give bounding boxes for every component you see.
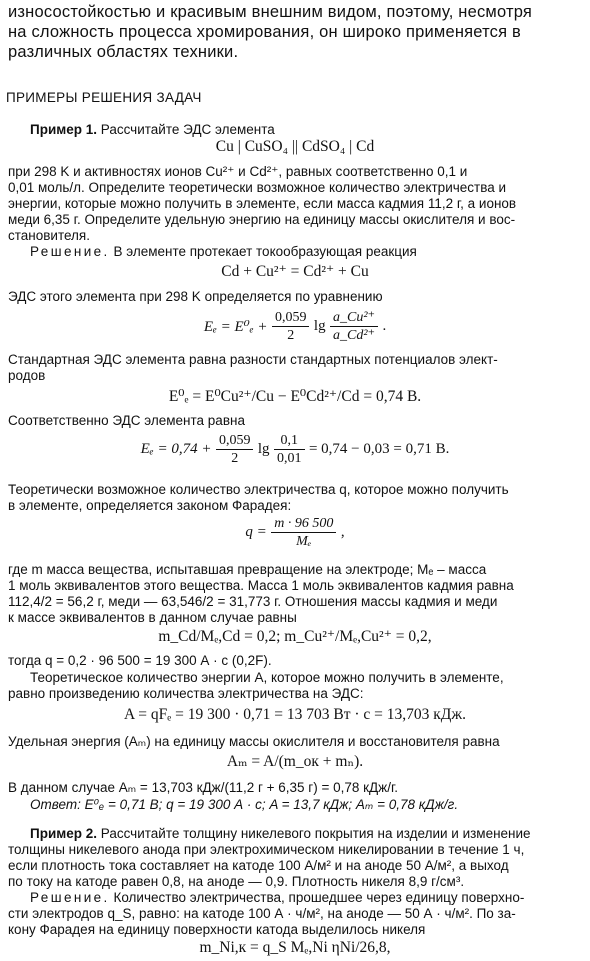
example2-p2: толщины никелевого анода при электрохимическом никелировании в течение 1 ч, xyxy=(8,842,525,857)
example1-s11: к массе эквивалентов в данном случае равны xyxy=(8,610,297,625)
example2-s2: сти электродов q_S, равно: на катоде 100 А · ч/м², на аноде — 50 А · ч/м². По за- xyxy=(8,906,516,921)
example2-p3: если плотность тока составляет на катоде 100 А/м² и на аноде 50 А/м², а выход xyxy=(8,858,509,873)
mass-ratio-equation: m_Cd/Mₑ,Cd = 0,2; m_Cu²⁺/Mₑ,Cu²⁺ = 0,2, xyxy=(158,629,432,645)
eq1-left: Eₑ = E⁰ₑ + xyxy=(203,319,268,335)
specific-energy-equation: Aₘ = A/(m_ок + mₙ). xyxy=(226,754,364,770)
example1-s7: в элементе, определяется законом Фарадея: xyxy=(8,498,292,513)
standard-emf-equation: E⁰ₑ = E⁰Cu²⁺/Cu − E⁰Cd²⁺/Cd = 0,74 В. xyxy=(168,389,422,405)
eq1-activity-fraction: $\frac{\text{a\_Cu²⁺}}{\text{a\_Cd²⁺}}$ xyxy=(330,309,378,344)
solution-text: В элементе протекает токообразующая реакция xyxy=(113,244,417,259)
intro-line-2: на сложность процесса хромирования, он широко применяется в xyxy=(8,23,522,41)
example1-p2: 0,01 моль/л. Определите теоретически возможное количество электричества и xyxy=(8,180,507,195)
example1-s8: где m масса вещества, испытавшая превращение на электроде; Mₑ – масса xyxy=(8,562,487,577)
section-title: ПРИМЕРЫ РЕШЕНИЯ ЗАДАЧ xyxy=(6,90,202,105)
example1-answer: Ответ: E⁰ₑ = 0,71 В; q = 19 300 А · с; A = 13,7 кДж; Aₘ = 0,78 кДж/г. xyxy=(30,797,459,812)
eq3-left: Eₑ = 0,74 + xyxy=(140,441,212,457)
example1-s3: Стандартная ЭДС элемента равна разности стандартных потенциалов элект- xyxy=(8,352,498,367)
example2-p1: Рассчитайте толщину никелевого покрытия на изделии и изменение xyxy=(100,826,531,841)
example1-s16: В данном случае Aₘ = 13,703 кДж/(11,2 г + 6,35 г) = 0,78 кДж/г. xyxy=(8,780,398,795)
example1-task xyxy=(8,122,582,138)
intro-line-1: износостойкостью и красивым внешним видом, поэтому, несмотря xyxy=(8,3,533,21)
example2-label: Пример 2. xyxy=(30,826,97,841)
solution-word: Решение. xyxy=(30,244,110,259)
example2-task xyxy=(8,826,582,842)
energy-equation: A = qFₑ = 19 300 · 0,71 = 13 703 Вт · с = 13,703 кДж. xyxy=(124,707,466,723)
intro-line-3: различных областях техники. xyxy=(8,43,239,61)
eq1-lg: lg xyxy=(313,318,326,334)
eq3-fraction: $\frac{0,059}{2}$ xyxy=(216,432,254,467)
emf-value-equation: Eₑ = 0,74 + $\frac{0,059}{2}$ lg $\frac{0,1}{0,01}$ = 0,74 − 0,03 = 0,71 В. xyxy=(140,433,450,466)
example1-p5: становителя. xyxy=(8,228,90,243)
example1-s2: ЭДС этого элемента при 298 K определяется по уравнению xyxy=(8,289,383,304)
eq4-fraction: $\frac{m \cdot 96 500}{\text{Mₑ}}$ xyxy=(271,515,336,550)
example1-cell: Cu | CuSO₄ || CdSO₄ | Cd xyxy=(215,139,375,155)
example1-s14: равно произведению количества электричества на ЭДС: xyxy=(8,686,364,701)
example2-solution-word: Решение. xyxy=(30,890,110,905)
example1-s10: 112,4/2 = 56,2 г, меди — 63,546/2 = 31,773 г. Отношения массы кадмия и меди xyxy=(8,594,498,609)
example1-s6: Теоретически возможное количество электричества q, которое можно получить xyxy=(8,482,509,497)
example1-p4: меди 6,35 г. Определите удельную энергию на единицу массы окислителя и вос- xyxy=(8,212,516,227)
eq1-fraction: $\frac{0,059}{2}$ xyxy=(272,309,310,344)
example1-s5: Соответственно ЭДС элемента равна xyxy=(8,413,245,428)
example1-label: Пример 1. xyxy=(30,122,97,137)
example1-s13: Теоретическое количество энергии A, которое можно получить в элементе, xyxy=(30,670,504,685)
example1-s4: родов xyxy=(8,368,46,383)
emf-nernst-equation: Eₑ = E⁰ₑ + $\frac{0,059}{2}$ lg $\frac{\text{a\_Cu²⁺}}{\text{a\_Cd²⁺}}$ . xyxy=(203,310,387,343)
example1-task-text: Рассчитайте ЭДС элемента xyxy=(100,122,275,137)
example1-s9: 1 моль эквивалентов этого вещества. Масса 1 моль эквивалентов кадмия равна xyxy=(8,578,514,593)
example1-solution xyxy=(8,244,582,260)
example2-p4: по току на катоде равен 0,8, на аноде — 0,9. Плотность никеля 8,9 г/см³. xyxy=(8,874,465,889)
example2-s1: Количество электричества, прошедшее через единицу поверхно- xyxy=(113,890,525,905)
example1-s15: Удельная энергия (Aₘ) на единицу массы окислителя и восстановителя равна xyxy=(8,734,500,749)
example1-s12: тогда q = 0,2 · 96 500 = 19 300 А · с (0,2F). xyxy=(8,653,272,668)
example2-s3: кону Фарадея на единицу поверхности катода выделилось никеля xyxy=(8,922,426,937)
nickel-mass-equation: m_Ni,к = q_S Mₑ,Ni ηNi/26,8, xyxy=(199,940,391,956)
example1-p3: энергии, которые можно получить в элементе, если масса кадмия 11,2 г, а ионов xyxy=(8,196,517,211)
faraday-equation: q = $\frac{m \cdot 96 500}{\text{Mₑ}}$ , xyxy=(245,516,345,549)
eq3-ratio-fraction: $\frac{0,1}{0,01}$ xyxy=(274,432,305,467)
example2-solution xyxy=(8,890,582,906)
reaction-equation: Cd + Cu²⁺ = Cd²⁺ + Cu xyxy=(221,264,369,280)
example1-p1: при 298 K и активностях ионов Cu²⁺ и Cd²⁺, равных соответственно 0,1 и xyxy=(8,164,468,179)
